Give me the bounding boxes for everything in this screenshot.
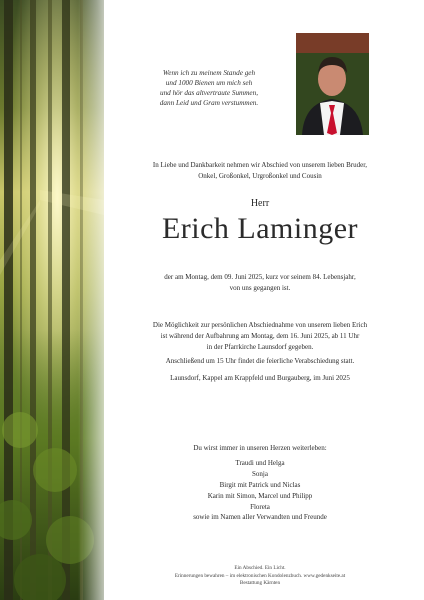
family-member: Birgit mit Patrick und Niclas [219, 481, 301, 489]
deceased-name: Erich Laminger [161, 212, 359, 245]
death-notice [110, 272, 410, 294]
footer [110, 565, 410, 588]
relatives-line: sowie im Namen aller Verwandten und Freunde [193, 513, 327, 521]
poem-line: und hör das altvertraute Summen, [159, 89, 259, 97]
poem-line: und 1000 Bienen um mich seh [165, 79, 253, 87]
salutation: Herr [250, 198, 270, 209]
viewing-info [110, 320, 410, 353]
viewing-line: in der Pfarrkirche Launsdorf gegeben. [206, 343, 314, 351]
viewing-line: ist während der Aufbahrung am Montag, dem 16. Juni 2025, ab 11 Uhr [160, 332, 360, 340]
farewell-info: Anschließend um 15 Uhr findet die feierliche Verabschiedung statt. [165, 357, 355, 365]
intro-text [110, 160, 410, 182]
death-line: von uns gegangen ist. [229, 284, 291, 292]
family-member: Floreta [250, 503, 270, 511]
intro-line: Onkel, Großonkel, Urgroßonkel und Cousin [198, 172, 322, 180]
family-list [110, 458, 410, 513]
poem-line: dann Leid und Gram verstummen. [159, 99, 259, 107]
family-member: Karin mit Simon, Marcel und Philipp [207, 492, 313, 500]
poem-line: Wenn ich zu meinem Stande geh [162, 69, 256, 77]
footer-line: Erinnerungen bewahren – im elektronischen Kondolenzbuch. www.gedenkseite.at [174, 572, 346, 579]
intro-line: In Liebe und Dankbarkeit nehmen wir Abschied von unserem lieben Bruder, [152, 161, 368, 169]
family-member: Sonja [252, 470, 268, 478]
remembrance-line: Du wirst immer in unseren Herzen weiterleben: [193, 444, 327, 452]
viewing-line: Die Möglichkeit zur persönlichen Abschiednahme von unserem lieben Erich [152, 321, 368, 329]
footer-line: Bestattung Kärnten [239, 580, 281, 586]
notice-content [110, 0, 410, 600]
death-line: der am Montag, dem 09. Juni 2025, kurz vor seinem 84. Lebensjahr, [164, 273, 356, 281]
family-member: Traudi und Helga [235, 459, 285, 467]
place-date: Launsdorf, Kappel am Krappfeld und Burgauberg, im Juni 2025 [170, 374, 350, 382]
footer-line: Ein Abschied. Ein Licht. [234, 565, 286, 571]
poem [114, 68, 304, 108]
